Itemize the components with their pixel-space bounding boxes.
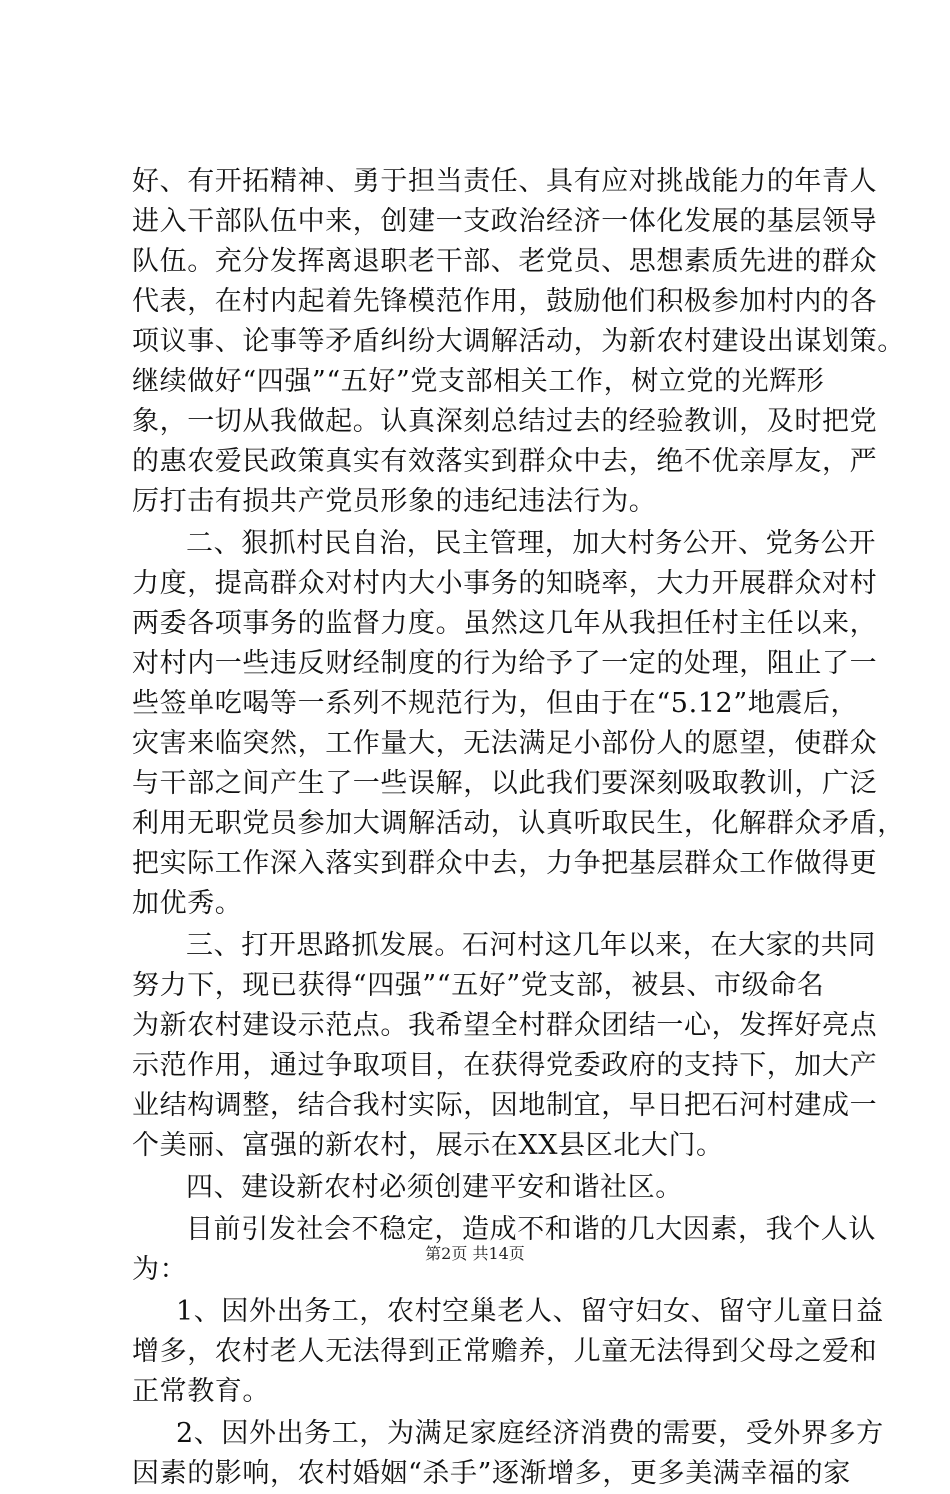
- text-line: 力度，提高群众对村内大小事务的知晓率，大力开展群众对村: [132, 568, 878, 599]
- text-line: 正常教育。: [132, 1376, 270, 1407]
- text-line: 灾害来临突然，工作量大，无法满足小部份人的愿望，使群众: [132, 728, 878, 759]
- text-line: 示范作用，通过争取项目，在获得党委政府的支持下，加大产: [132, 1050, 878, 1081]
- text-line: 与干部之间产生了一些误解，以此我们要深刻吸取教训，广泛: [132, 768, 878, 799]
- text-line: 个美丽、富强的新农村，展示在XX县区北大门。: [132, 1130, 724, 1161]
- paragraph-heading-3: 三、打开思路抓发展。石河村这几年以来，在大家的共同: [186, 930, 876, 961]
- text-line: 对村内一些违反财经制度的行为给予了一定的处理，阻止了一: [132, 648, 878, 679]
- text-line: 利用无职党员参加大调解活动，认真听取民生，化解群众矛盾，: [132, 808, 905, 839]
- text-line: 象，一切从我做起。认真深刻总结过去的经验教训，及时把党: [132, 406, 878, 437]
- text-line: 加优秀。: [132, 888, 243, 919]
- text-line: 进入干部队伍中来，创建一支政治经济一体化发展的基层领导: [132, 206, 878, 237]
- text-line: 目前引发社会不稳定，造成不和谐的几大因素，我个人认: [186, 1214, 876, 1245]
- paragraph-heading-2: 二、狠抓村民自治，民主管理，加大村务公开、党务公开: [186, 528, 876, 559]
- text-line: 努力下，现已获得“四强”“五好”党支部，被县、市级命名: [132, 970, 825, 1001]
- text-line: 厉打击有损共产党员形象的违纪违法行为。: [132, 486, 657, 517]
- page-footer: 第2页 共14页: [425, 1244, 525, 1263]
- text-line: 代表，在村内起着先锋模范作用，鼓励他们积极参加村内的各: [132, 286, 878, 317]
- text-line: 把实际工作深入落实到群众中去，力争把基层群众工作做得更: [132, 848, 878, 879]
- text-line: 些签单吃喝等一系列不规范行为，但由于在“5.12”地震后，: [132, 688, 859, 719]
- text-line: 为新农村建设示范点。我希望全村群众团结一心，发挥好亮点: [132, 1010, 878, 1041]
- text-line: 好、有开拓精神、勇于担当责任、具有应对挑战能力的年青人: [132, 166, 878, 197]
- text-line: 业结构调整，结合我村实际，因地制宜，早日把石河村建成一: [132, 1090, 878, 1121]
- text-line: 因素的影响，农村婚姻“杀手”逐渐增多，更多美满幸福的家: [132, 1458, 851, 1489]
- list-item-2: 2、因外出务工，为满足家庭经济消费的需要，受外界多方: [176, 1418, 884, 1449]
- text-line: 的惠农爱民政策真实有效落实到群众中去，绝不优亲厚友，严: [132, 446, 878, 477]
- paragraph-heading-4: 四、建设新农村必须创建平安和谐社区。: [186, 1172, 683, 1203]
- text-line: 继续做好“四强”“五好”党支部相关工作，树立党的光辉形: [132, 366, 825, 397]
- text-line: 两委各项事务的监督力度。虽然这几年从我担任村主任以来，: [132, 608, 878, 639]
- text-line: 为：: [132, 1254, 188, 1285]
- text-line: 项议事、论事等矛盾纠纷大调解活动，为新农村建设出谋划策。: [132, 326, 905, 357]
- text-line: 增多，农村老人无法得到正常赡养，儿童无法得到父母之爱和: [132, 1336, 878, 1367]
- text-line: 队伍。充分发挥离退职老干部、老党员、思想素质先进的群众: [132, 246, 878, 277]
- list-item-1: 1、因外出务工，农村空巢老人、留守妇女、留守儿童日益: [176, 1296, 884, 1327]
